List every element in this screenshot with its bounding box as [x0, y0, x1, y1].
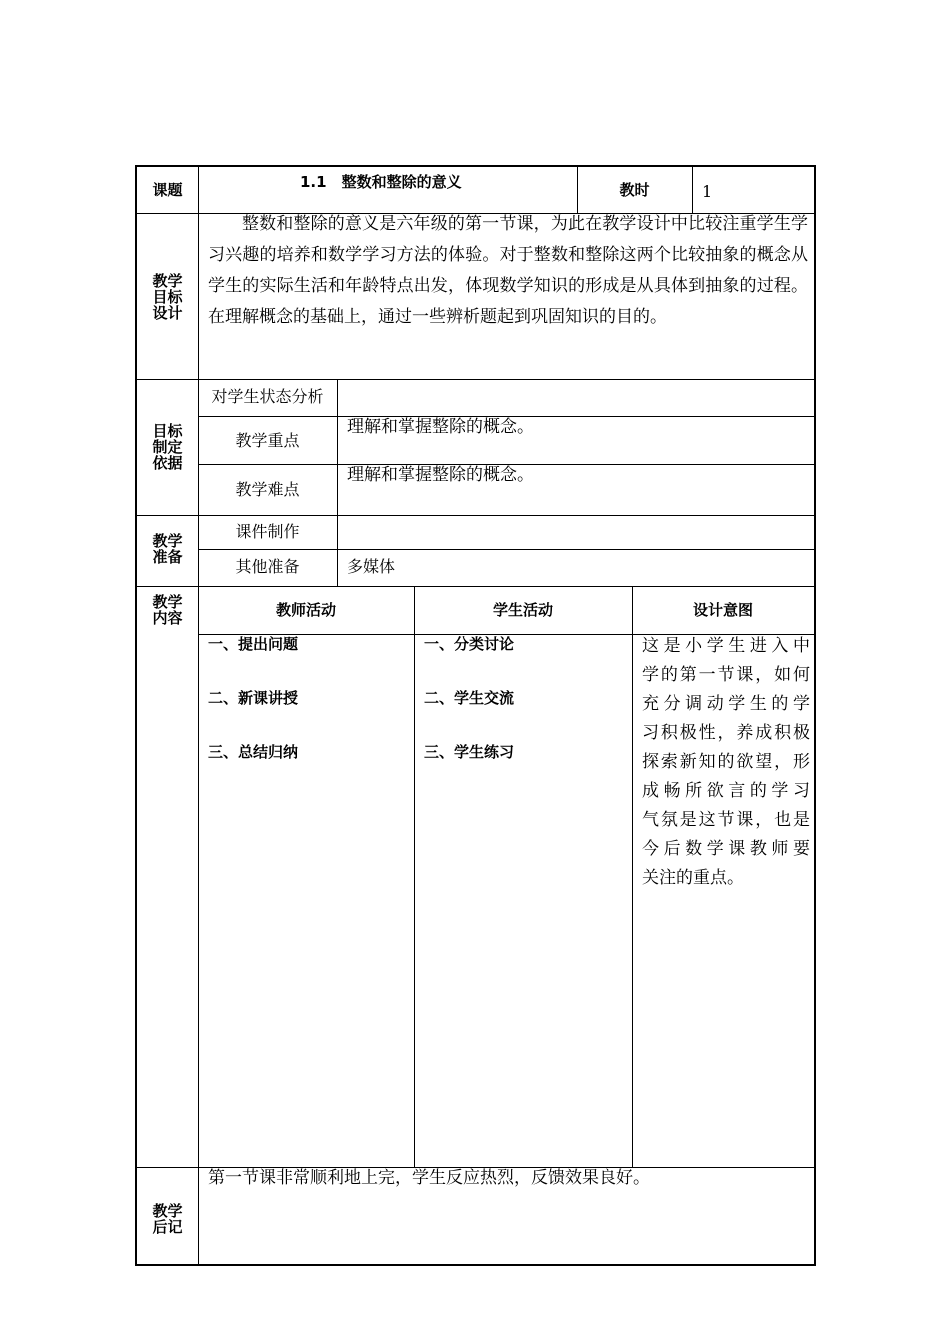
row-divider: [137, 379, 814, 380]
student-activity-header: 学生活动: [492, 601, 553, 619]
difficulty-label: 教学难点: [235, 480, 300, 499]
student-step: 二、学生交流: [424, 689, 515, 707]
hours-value: 1: [702, 182, 713, 201]
lesson-plan-table: [135, 165, 816, 1266]
label-column-divider: [198, 167, 199, 1264]
design-intent-line: 成畅所欲言的学习: [642, 781, 810, 801]
courseware-label: 课件制作: [235, 522, 300, 541]
student-step: 一、分类讨论: [424, 635, 515, 653]
design-intent-line: 学的第一节课，如何: [642, 665, 810, 685]
teacher-activity-header: 教师活动: [275, 601, 336, 619]
design-intent-line: 充分调动学生的学: [642, 694, 810, 714]
topic-value: 1.1 整数和整除的意义: [300, 173, 462, 191]
design-intent-line: 气氛是这节课，也是: [642, 810, 810, 830]
other-prep-value: 多媒体: [347, 557, 396, 576]
student-analysis-label: 对学生状态分析: [211, 387, 324, 406]
row-divider: [198, 549, 814, 550]
key-point-label: 教学重点: [235, 431, 300, 450]
teacher-step: 三、总结归纳: [208, 743, 299, 761]
design-intent-line: 这是小学生进入中: [642, 636, 810, 656]
teacher-step: 二、新课讲授: [208, 689, 299, 707]
design-intent-text: [642, 632, 810, 893]
row-divider: [137, 586, 814, 587]
design-intent-header: 设计意图: [692, 601, 753, 619]
col-divider: [692, 167, 693, 213]
difficulty-value: 理解和掌握整除的概念。: [347, 465, 534, 485]
teacher-step: 一、提出问题: [208, 635, 299, 653]
row-divider: [137, 515, 814, 516]
col-divider: [632, 586, 633, 1167]
other-prep-label: 其他准备: [235, 557, 300, 576]
design-intent-line: 关注的重点。: [642, 868, 744, 888]
postscript-text: 第一节课非常顺利地上完，学生反应热烈，反馈效果良好。: [208, 1168, 650, 1188]
col-divider: [414, 586, 415, 1167]
basis-label: 目标 制定 依据: [152, 422, 183, 472]
content-label: 教学 内容: [152, 593, 183, 627]
col-divider: [337, 379, 338, 515]
hours-label: 教时: [619, 181, 650, 199]
design-text: 整数和整除的意义是六年级的第一节课，为此在教学设计中比较注重学生学习兴趣的培养和数学学习方法的体验。对于整数和整除这两个比较抽象的概念从学生的实际生活和年龄特点出发，体现数学知识的形成是从具体到抽象的过程。在理解概念的基础上，通过一些辨析题起到巩固知识的目的。: [208, 214, 808, 327]
design-intent-line: 习积极性，养成积极: [642, 723, 810, 743]
design-intent-line: 今后数学课教师要: [642, 839, 810, 859]
design-label: 教学 目标 设计: [152, 272, 183, 322]
key-point-value: 理解和掌握整除的概念。: [347, 417, 534, 437]
design-intent-line: 探索新知的欲望，形: [642, 752, 810, 772]
col-divider: [337, 515, 338, 586]
topic-label: 课题: [152, 181, 183, 199]
prep-label: 教学 准备: [152, 532, 183, 566]
postscript-label: 教学 后记: [152, 1202, 183, 1236]
student-step: 三、学生练习: [424, 743, 515, 761]
